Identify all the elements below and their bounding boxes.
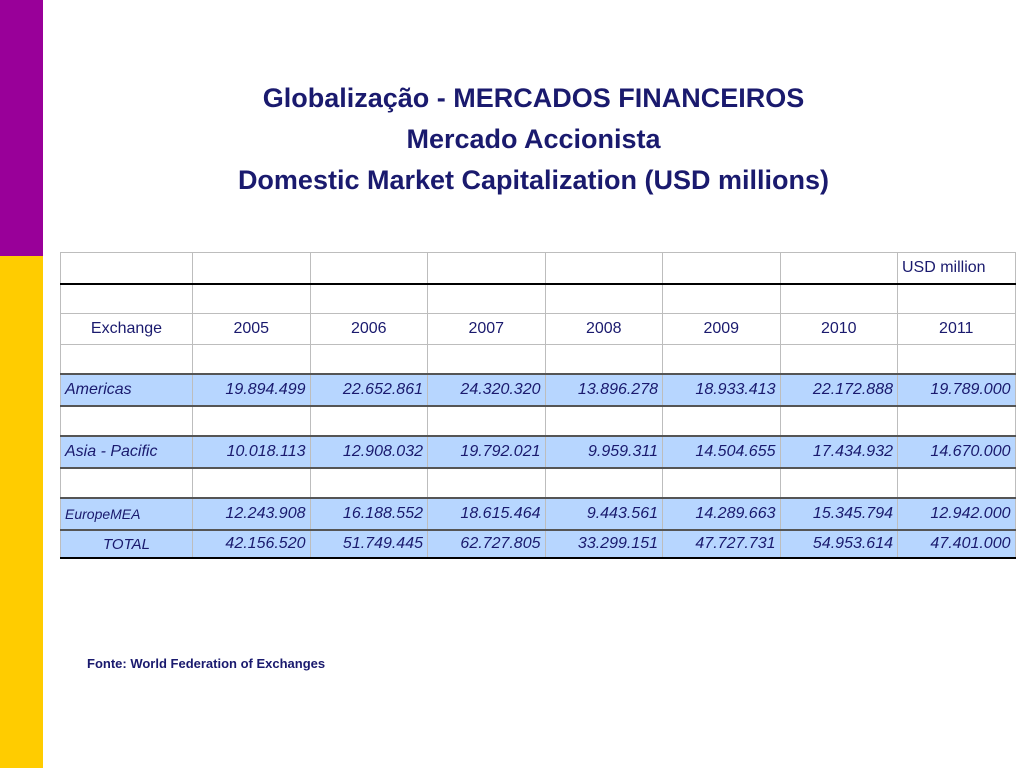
title-line-2: Mercado Accionista xyxy=(406,124,661,154)
empty-cell xyxy=(428,253,546,285)
slide-title xyxy=(43,78,1024,201)
table-cell: 15.345.794 xyxy=(780,498,898,530)
table-cell: 14.504.655 xyxy=(663,436,781,468)
table-cell: 9.443.561 xyxy=(545,498,663,530)
empty-cell xyxy=(310,253,428,285)
table-cell: 10.018.113 xyxy=(193,436,311,468)
empty-cell xyxy=(780,253,898,285)
table-cell: 14.289.663 xyxy=(663,498,781,530)
header-year: 2008 xyxy=(545,314,663,345)
header-year: 2011 xyxy=(898,314,1016,345)
table-cell: 9.959.311 xyxy=(545,436,663,468)
spacer-row xyxy=(61,284,1016,314)
table-cell: 22.652.861 xyxy=(310,374,428,406)
header-exchange: Exchange xyxy=(61,314,193,345)
table-cell: 13.896.278 xyxy=(545,374,663,406)
header-year: 2010 xyxy=(780,314,898,345)
title-line-3: Domestic Market Capitalization (USD millions) xyxy=(237,165,830,195)
header-year: 2007 xyxy=(428,314,546,345)
spacer-row xyxy=(61,468,1016,498)
table-cell: 14.670.000 xyxy=(898,436,1016,468)
table-cell: 18.933.413 xyxy=(663,374,781,406)
table-row-total xyxy=(61,530,1016,558)
table-cell: 12.908.032 xyxy=(310,436,428,468)
table-cell: 47.727.731 xyxy=(663,530,781,558)
table-cell: 12.942.000 xyxy=(898,498,1016,530)
table-cell: 19.789.000 xyxy=(898,374,1016,406)
row-label: Americas xyxy=(61,374,193,406)
table-cell: 16.188.552 xyxy=(310,498,428,530)
row-label: Asia - Pacific xyxy=(61,436,193,468)
table-cell: 33.299.151 xyxy=(545,530,663,558)
header-row xyxy=(61,314,1016,345)
unit-label: USD million xyxy=(898,253,1016,285)
table-cell: 19.792.021 xyxy=(428,436,546,468)
total-label: TOTAL xyxy=(61,530,193,558)
accent-bar-yellow xyxy=(0,256,43,768)
table-cell: 12.243.908 xyxy=(193,498,311,530)
header-year: 2009 xyxy=(663,314,781,345)
table-cell: 51.749.445 xyxy=(310,530,428,558)
table-cell: 18.615.464 xyxy=(428,498,546,530)
header-year: 2006 xyxy=(310,314,428,345)
table-row-europemea xyxy=(61,498,1016,530)
empty-cell xyxy=(663,253,781,285)
empty-cell xyxy=(545,253,663,285)
accent-bar-purple xyxy=(0,0,43,256)
table-cell: 62.727.805 xyxy=(428,530,546,558)
source-note: Fonte: World Federation of Exchanges xyxy=(87,656,326,671)
table-row-americas xyxy=(61,374,1016,406)
market-cap-table xyxy=(60,252,1016,559)
empty-cell xyxy=(61,253,193,285)
table-cell: 42.156.520 xyxy=(193,530,311,558)
header-year: 2005 xyxy=(193,314,311,345)
empty-cell xyxy=(193,253,311,285)
table-cell: 19.894.499 xyxy=(193,374,311,406)
table-cell: 47.401.000 xyxy=(898,530,1016,558)
table-cell: 54.953.614 xyxy=(780,530,898,558)
table-cell: 17.434.932 xyxy=(780,436,898,468)
unit-row xyxy=(61,253,1016,285)
table-cell: 22.172.888 xyxy=(780,374,898,406)
table-cell: 24.320.320 xyxy=(428,374,546,406)
spacer-row xyxy=(61,406,1016,436)
title-line-1: Globalização - MERCADOS FINANCEIROS xyxy=(262,83,805,113)
table-row-asia-pacific xyxy=(61,436,1016,468)
spacer-row xyxy=(61,345,1016,375)
row-label: EuropeMEA xyxy=(61,498,193,530)
